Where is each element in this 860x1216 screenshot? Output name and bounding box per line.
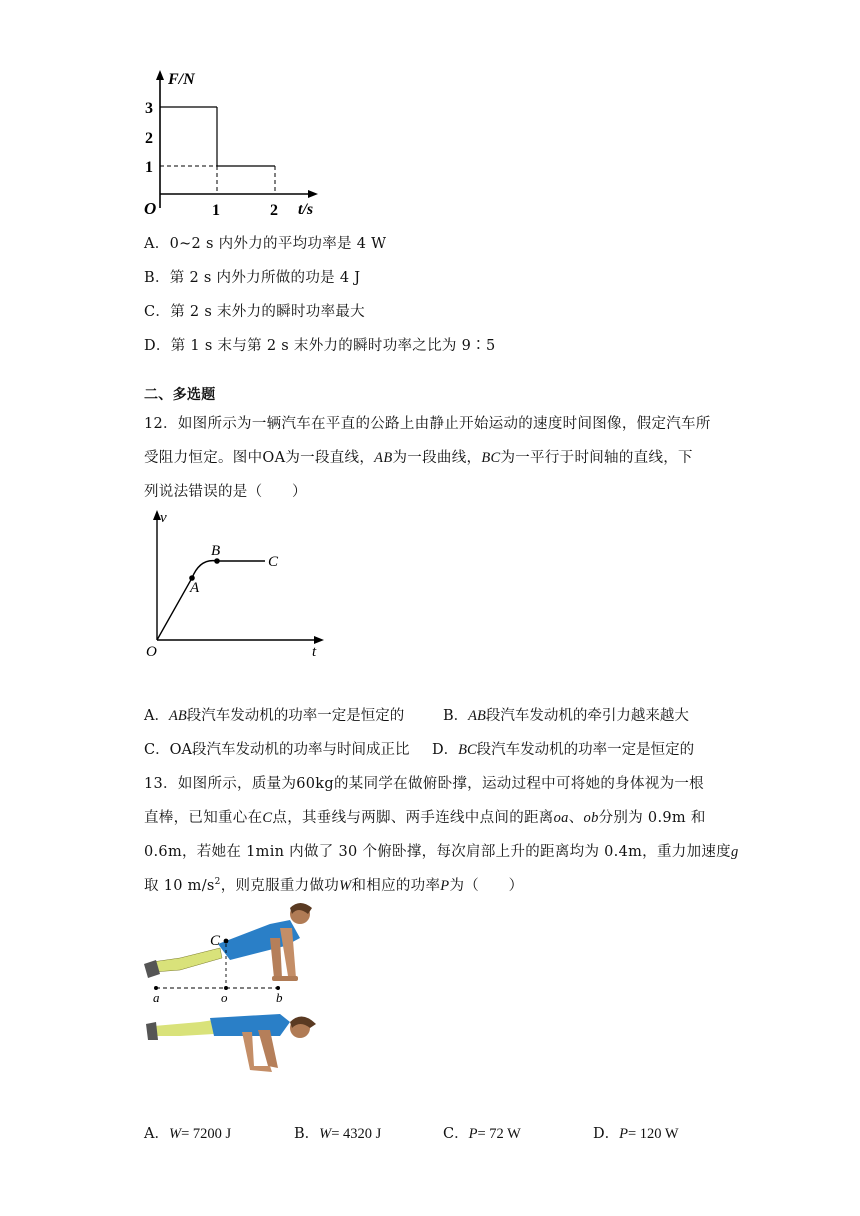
- q13-option-c-prefix: C．: [443, 1126, 469, 1142]
- v-axis-label: v: [160, 510, 167, 526]
- q13-line-4-d: 为（ ）: [449, 878, 524, 894]
- q12-option-a-seg: AB: [168, 708, 187, 724]
- label-o: o: [221, 990, 228, 1005]
- q13-option-d-prefix: D．: [593, 1126, 620, 1142]
- y-tick-2: 2: [145, 130, 153, 147]
- q13-line-4-b: ，则克服重力做功: [220, 878, 340, 894]
- q13-option-a[interactable]: [144, 1122, 231, 1143]
- q13-line-1: 13．如图所示，质量为60kg的某同学在做俯卧撑，运动过程中可将她的身体视为一根: [144, 776, 704, 792]
- x-tick-2: 2: [270, 202, 278, 219]
- q13-sep: 、: [568, 810, 584, 826]
- q11-option-c[interactable]: C．第 2 s 末外力的瞬时功率最大: [144, 304, 365, 320]
- y-tick-3: 3: [145, 100, 153, 117]
- q13-line-2: [144, 806, 706, 827]
- point-b-dot: [214, 558, 220, 564]
- q13-line-2-d: 分别为 0.9m 和: [598, 810, 706, 826]
- point-b-label: B: [211, 543, 221, 559]
- section-title: 二、多选题: [144, 387, 216, 403]
- q12-ab: AB: [374, 450, 393, 466]
- q13-g: g: [730, 844, 739, 860]
- y-tick-1: 1: [145, 159, 153, 176]
- q13-option-b-var: W: [319, 1126, 332, 1142]
- q13-line-2-a: 直棒，已知重心在: [144, 810, 263, 826]
- q11-option-a[interactable]: A．0~2 s 内外力的平均功率是 4 W: [144, 236, 387, 252]
- q12-line-2: [144, 446, 693, 467]
- label-b: b: [276, 990, 283, 1005]
- y-axis-arrow: [156, 70, 164, 80]
- q12-line-2-b: 为一段曲线，: [392, 450, 482, 466]
- q13-sup: 2: [214, 877, 221, 888]
- point-c-label: C: [268, 554, 279, 570]
- q13-option-a-val: = 7200 J: [181, 1126, 232, 1142]
- q13-c: C: [262, 810, 273, 826]
- q12-bc: BC: [481, 450, 501, 466]
- q12-option-d[interactable]: [432, 738, 694, 759]
- force-time-graph: [140, 68, 340, 220]
- q13-option-c[interactable]: [443, 1122, 521, 1143]
- q12-option-b-prefix: B．: [443, 708, 469, 724]
- q12-option-a-prefix: A．: [144, 708, 169, 724]
- q12-option-c[interactable]: C．OA段汽车发动机的功率与时间成正比: [144, 742, 410, 758]
- q12-option-b[interactable]: [443, 704, 689, 725]
- q12-line-3: 列说法错误的是（ ）: [144, 484, 307, 500]
- q13-ob: ob: [583, 810, 599, 826]
- q13-line-4: [144, 874, 523, 895]
- q12-option-a[interactable]: [144, 704, 404, 725]
- q12-option-d-prefix: D．: [432, 742, 459, 758]
- t-axis-arrow: [314, 636, 324, 644]
- y-axis-label: F/N: [168, 71, 195, 88]
- q13-line-3-a: 0.6m，若她在 1min 内做了 30 个俯卧撑，每次肩部上升的距离均为 0.4m，重力加速度: [144, 844, 731, 860]
- origin-label: O: [146, 644, 157, 660]
- q13-option-b-prefix: B．: [294, 1126, 320, 1142]
- q13-line-4-c: 和相应的功率: [351, 878, 441, 894]
- q12-option-b-text: 段汽车发动机的牵引力越来越大: [485, 708, 689, 724]
- x-tick-1: 1: [212, 202, 220, 219]
- q13-line-3: [144, 840, 739, 861]
- q13-line-4-a: 取 10 m/s: [144, 878, 215, 894]
- pushup-figure: [140, 898, 340, 1080]
- q13-option-d-var: P: [619, 1126, 628, 1142]
- q12-line-2-a: 受阻力恒定。图中OA为一段直线，: [144, 450, 375, 466]
- q13-w: W: [339, 878, 352, 894]
- cog-label: C: [210, 933, 221, 949]
- q13-option-c-val: = 72 W: [477, 1126, 521, 1142]
- x-axis-label: t/s: [298, 201, 314, 218]
- q12-option-d-text: 段汽车发动机的功率一定是恒定的: [476, 742, 695, 758]
- q12-option-d-seg: BC: [458, 742, 477, 758]
- q13-line-2-b: 点，其垂线与两脚、两手连线中点间的距离: [272, 810, 554, 826]
- q13-oa: oa: [553, 810, 569, 826]
- q13-option-b-val: = 4320 J: [331, 1126, 382, 1142]
- cog-dot: [224, 939, 229, 944]
- q12-line-1: 12．如图所示为一辆汽车在平直的公路上由静止开始运动的速度时间图像，假定汽车所: [144, 416, 711, 432]
- q13-option-a-prefix: A．: [144, 1126, 169, 1142]
- velocity-time-graph: [140, 506, 340, 662]
- q11-option-b[interactable]: B．第 2 s 内外力所做的功是 4 J: [144, 270, 361, 286]
- q11-option-d[interactable]: D．第 1 s 末与第 2 s 末外力的瞬时功率之比为 9∶5: [144, 338, 496, 354]
- q13-option-d[interactable]: [593, 1122, 679, 1143]
- q13-option-c-var: P: [468, 1126, 478, 1142]
- q12-option-b-seg: AB: [468, 708, 486, 724]
- q12-option-a-text: 段汽车发动机的功率一定是恒定的: [186, 708, 405, 724]
- t-axis-label: t: [312, 644, 317, 660]
- velocity-curve: [157, 561, 265, 640]
- q13-option-b[interactable]: [294, 1122, 381, 1143]
- origin-label: O: [144, 199, 157, 218]
- label-a: a: [153, 990, 160, 1005]
- q13-option-a-var: W: [168, 1126, 182, 1142]
- q12-line-2-c: 为一平行于时间轴的直线，下: [500, 450, 693, 466]
- q13-option-d-val: = 120 W: [628, 1126, 679, 1142]
- point-a-label: A: [190, 580, 200, 596]
- x-axis-arrow: [308, 190, 318, 198]
- pushup-down-position: [146, 1014, 316, 1072]
- q13-p: P: [440, 878, 450, 894]
